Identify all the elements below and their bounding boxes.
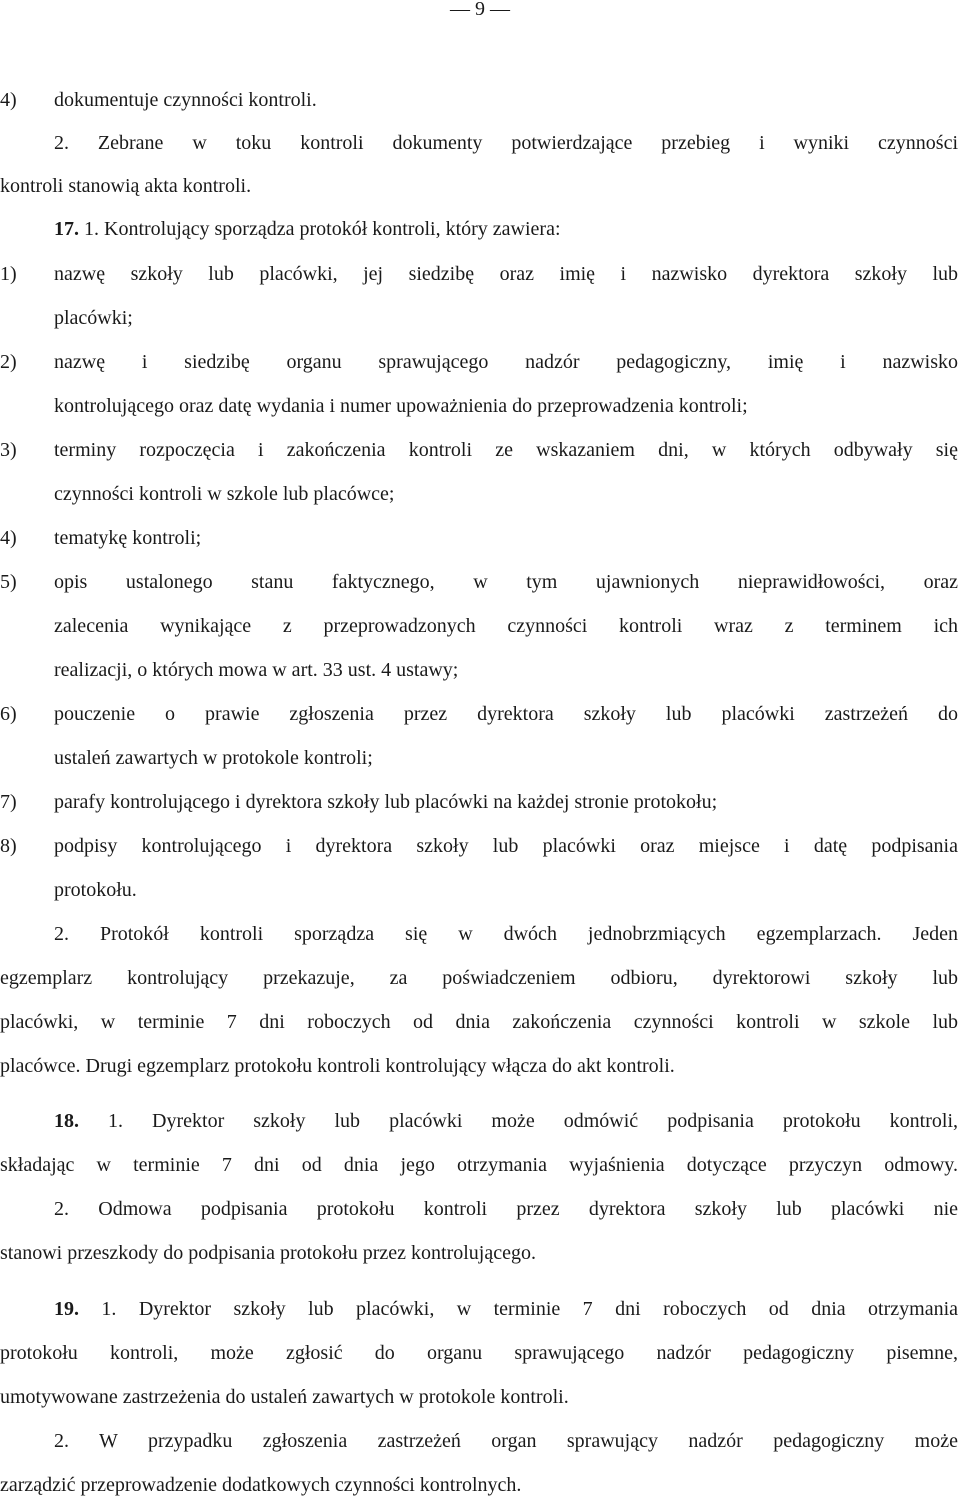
item-number: 5): [0, 571, 17, 593]
paragraph-line: 2. W przypadku zgłoszenia zastrzeżeń organ sprawujący nadzór pedagogiczny może: [54, 1430, 958, 1452]
paragraph-line: placówce. Drugi egzemplarz protokołu kontroli kontrolujący włącza do akt kontroli.: [0, 1055, 675, 1077]
item-text: terminy rozpoczęcia i zakończenia kontroli ze wskazaniem dni, w których odbywały się: [54, 439, 958, 461]
section-19-heading: [54, 1297, 958, 1321]
item-text: nazwę szkoły lub placówki, jej siedzibę oraz imię i nazwisko dyrektora szkoły lub: [54, 263, 958, 285]
paragraph-line: protokołu kontroli, może zgłosić do organu sprawującego nadzór pedagogiczny pisemne,: [0, 1342, 958, 1364]
paragraph-line: kontroli stanowią akta kontroli.: [0, 175, 252, 197]
paragraph-line: egzemplarz kontrolujący przekazuje, za poświadczeniem odbioru, dyrektorowi szkoły lub: [0, 967, 958, 989]
paragraph-line: 1. Dyrektor szkoły lub placówki, w terminie 7 dni roboczych od dnia otrzymania: [79, 1298, 958, 1320]
item-number: 4): [0, 89, 17, 111]
paragraph-line: 2. Odmowa podpisania protokołu kontroli przez dyrektora szkoły lub placówki nie: [54, 1198, 958, 1220]
item-text: podpisy kontrolującego i dyrektora szkoły lub placówki oraz miejsce i datę podpisania: [54, 835, 958, 857]
item-number: 7): [0, 791, 17, 813]
paragraph-line: 2. Protokół kontroli sporządza się w dwóch jednobrzmiących egzemplarzach. Jeden: [54, 923, 958, 945]
section-number: 17.: [54, 218, 79, 240]
item-text: protokołu.: [54, 879, 137, 901]
item-text: pouczenie o prawie zgłoszenia przez dyrektora szkoły lub placówki zastrzeżeń do: [54, 703, 958, 725]
item-text: tematykę kontroli;: [54, 527, 202, 549]
section-17-heading: [54, 217, 561, 241]
item-text: realizacji, o których mowa w art. 33 ust. 4 ustawy;: [54, 659, 459, 681]
item-number: 6): [0, 703, 17, 725]
section-18-heading: [54, 1109, 958, 1133]
item-number: 3): [0, 439, 17, 461]
paragraph-line: 1. Dyrektor szkoły lub placówki może odmówić podpisania protokołu kontroli,: [79, 1110, 958, 1132]
item-number: 4): [0, 527, 17, 549]
item-text: opis ustalonego stanu faktycznego, w tym ujawnionych nieprawidłowości, oraz: [54, 571, 958, 593]
item-text: kontrolującego oraz datę wydania i numer upoważnienia do przeprowadzenia kontroli;: [54, 395, 748, 417]
paragraph-line: 2. Zebrane w toku kontroli dokumenty potwierdzające przebieg i wyniki czynności: [54, 132, 958, 154]
item-text: parafy kontrolującego i dyrektora szkoły lub placówki na każdej stronie protokołu;: [54, 791, 718, 813]
paragraph-line: umotywowane zastrzeżenia do ustaleń zawartych w protokole kontroli.: [0, 1386, 569, 1408]
item-text: nazwę i siedzibę organu sprawującego nadzór pedagogiczny, imię i nazwisko: [54, 351, 958, 373]
section-number: 18.: [54, 1110, 79, 1132]
item-text: ustaleń zawartych w protokole kontroli;: [54, 747, 373, 769]
paragraph-line: 1. Kontrolujący sporządza protokół kontroli, który zawiera:: [79, 218, 561, 240]
item-text: dokumentuje czynności kontroli.: [54, 89, 317, 111]
item-number: 1): [0, 263, 17, 285]
section-number: 19.: [54, 1298, 79, 1320]
item-text: placówki;: [54, 307, 133, 329]
paragraph-line: składając w terminie 7 dni od dnia jego otrzymania wyjaśnienia dotyczące przyczyn odmowy.: [0, 1154, 958, 1176]
paragraph-line: placówki, w terminie 7 dni roboczych od dnia zakończenia czynności kontroli w szkole lub: [0, 1011, 958, 1033]
item-text: czynności kontroli w szkole lub placówce;: [54, 483, 395, 505]
page-number: — 9 —: [450, 0, 510, 20]
item-text: zalecenia wynikające z przeprowadzonych czynności kontroli wraz z terminem ich: [54, 615, 958, 637]
item-number: 8): [0, 835, 17, 857]
item-number: 2): [0, 351, 17, 373]
paragraph-line: stanowi przeszkody do podpisania protokołu przez kontrolującego.: [0, 1242, 536, 1264]
paragraph-line: zarządzić przeprowadzenie dodatkowych czynności kontrolnych.: [0, 1474, 522, 1496]
